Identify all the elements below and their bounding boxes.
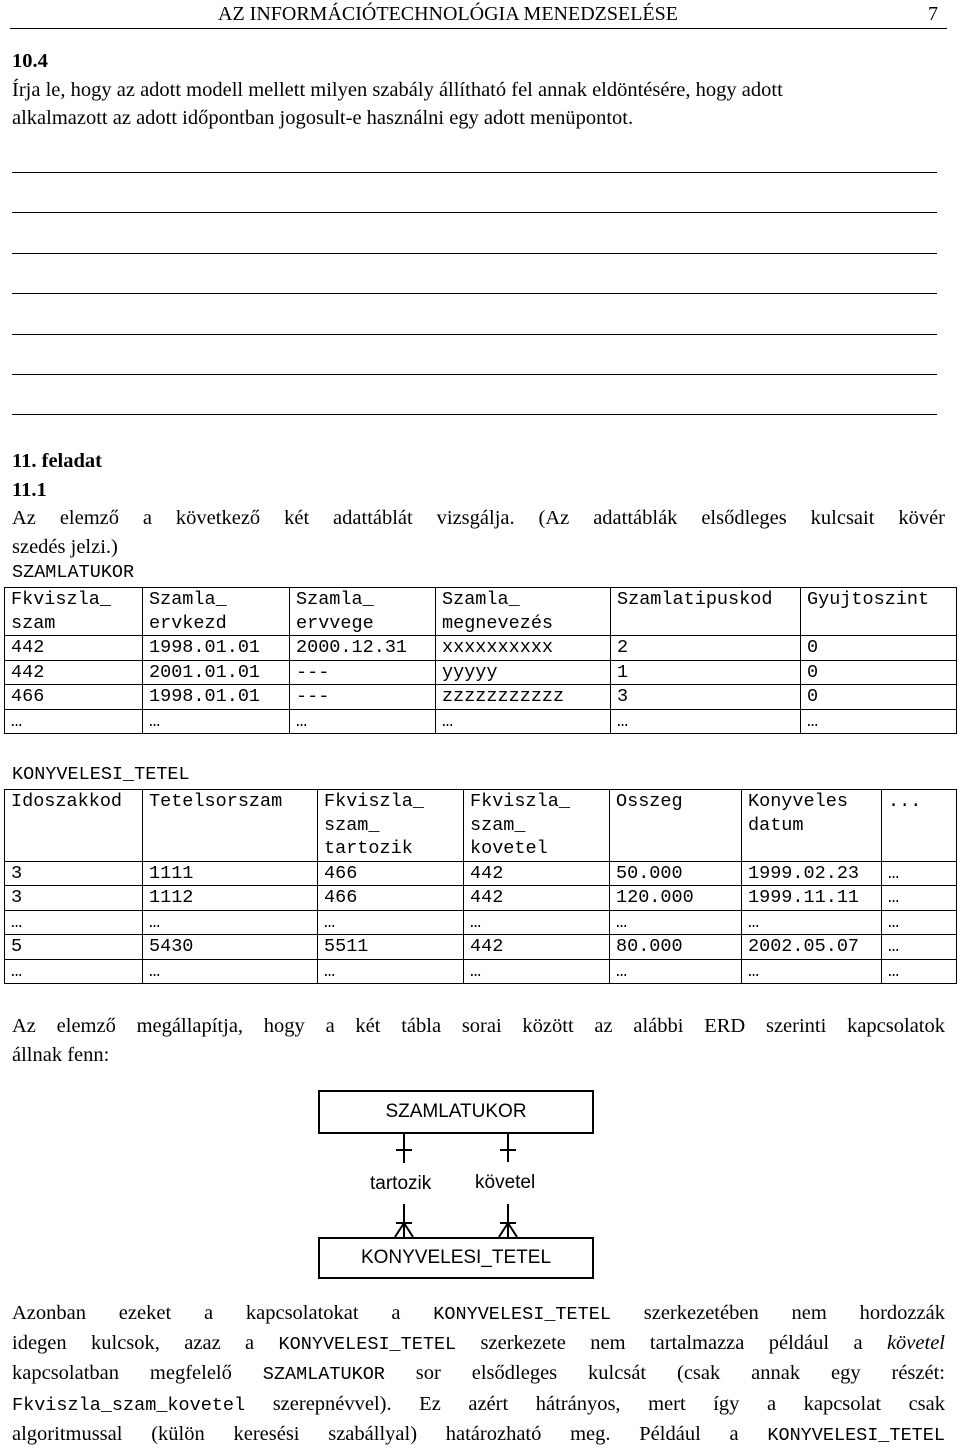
- table-cell: 2000.12.31: [290, 636, 436, 661]
- closing-text: Azonban ezeket a kapcsolatokat a: [12, 1302, 434, 1324]
- closing-text: algoritmussal (külön keresési szabállyal) határozható meg. Például a: [12, 1423, 768, 1445]
- table-cell: yyyyy: [436, 660, 611, 685]
- table-cell: …: [882, 861, 957, 886]
- table-cell: 1999.11.11: [742, 886, 882, 911]
- closing-emphasis: követel: [886, 1332, 945, 1354]
- column-header: Konyveles datum: [742, 790, 882, 862]
- closing-code: KONYVELESI_TETEL: [433, 1304, 611, 1325]
- table-cell: …: [318, 959, 464, 984]
- task-intro-line2: szedés jelzi.): [12, 536, 118, 558]
- page-number: 7: [928, 3, 938, 25]
- table-cell: …: [742, 959, 882, 984]
- closing-code: SZAMLATUKOR: [262, 1364, 385, 1385]
- table-cell: …: [5, 959, 143, 984]
- table-cell: 3: [5, 861, 143, 886]
- table-cell: …: [610, 910, 742, 935]
- closing-line-4: [12, 1390, 945, 1420]
- column-header: Szamla_ ervvege: [290, 588, 436, 636]
- table-cell: zzzzzzzzzzz: [436, 685, 611, 710]
- table-cell: 1112: [143, 886, 318, 911]
- table-cell: 442: [464, 886, 610, 911]
- table-cell: 442: [5, 660, 143, 685]
- table-cell: …: [143, 709, 290, 734]
- table-cell: 442: [464, 935, 610, 960]
- column-header: Szamla_ ervkezd: [143, 588, 290, 636]
- table-cell: 2002.05.07: [742, 935, 882, 960]
- question-text-line1: Írja le, hogy az adott modell mellett milyen szabály állítható fel annak eldöntésére, hogy adott: [12, 79, 783, 101]
- table-cell: 1998.01.01: [143, 685, 290, 710]
- table-cell: 1999.02.23: [742, 861, 882, 886]
- table-name-konyvelesi-tetel: KONYVELESI_TETEL: [12, 764, 190, 785]
- question-text-line2: alkalmazott az adott időpontban jogosult-e használni egy adott menüpontot.: [12, 107, 634, 129]
- erd-relation-tartozik: tartozik: [370, 1173, 432, 1194]
- table-cell: 1: [611, 660, 801, 685]
- table-cell: 466: [318, 886, 464, 911]
- table-cell: 120.000: [610, 886, 742, 911]
- table-cell: …: [882, 959, 957, 984]
- closing-text: sor elsődleges kulcsát (csak annak egy részét:: [384, 1362, 945, 1384]
- closing-code: KONYVELESI_TETEL: [278, 1334, 457, 1355]
- table-cell: 466: [5, 685, 143, 710]
- table-cell: 5430: [143, 935, 318, 960]
- task-intro-line1: Az elemző a következő két adattáblát vizsgálja. (Az adattáblák elsődleges kulcsait kövér: [12, 507, 945, 529]
- closing-line-2: [12, 1329, 945, 1359]
- table-cell: 80.000: [610, 935, 742, 960]
- erd-entity-szamlatukor-label: SZAMLATUKOR: [385, 1101, 527, 1122]
- erd-relation-kovetel: követel: [475, 1172, 536, 1193]
- erd-intro-line1: Az elemző megállapítja, hogy a két tábla sorai között az alábbi ERD szerinti kapcsolatok: [12, 1015, 945, 1037]
- column-header: Idoszakkod: [5, 790, 143, 862]
- table-cell: 2: [611, 636, 801, 661]
- table-cell: 0: [801, 636, 957, 661]
- table-cell: …: [610, 959, 742, 984]
- table-cell: …: [5, 910, 143, 935]
- table-cell: 3: [611, 685, 801, 710]
- closing-code: KONYVELESI_TETEL: [767, 1425, 945, 1446]
- table-cell: …: [464, 959, 610, 984]
- table-cell: …: [611, 709, 801, 734]
- closing-text: kapcsolatban megfelelő: [12, 1362, 263, 1384]
- table-cell: 0: [801, 685, 957, 710]
- closing-line-1: [12, 1299, 945, 1329]
- table-cell: ---: [290, 660, 436, 685]
- table-cell: 5: [5, 935, 143, 960]
- table-cell: 0: [801, 660, 957, 685]
- table-cell: …: [882, 886, 957, 911]
- table-cell: ---: [290, 685, 436, 710]
- column-header: Tetelsorszam: [143, 790, 318, 862]
- column-header: Osszeg: [610, 790, 742, 862]
- column-header: Fkviszla_ szam_ kovetel: [464, 790, 610, 862]
- task-subnumber: 11.1: [12, 479, 47, 501]
- column-header: Szamlatipuskod: [611, 588, 801, 636]
- table-cell: …: [882, 935, 957, 960]
- table-cell: …: [5, 709, 143, 734]
- table-cell: …: [143, 959, 318, 984]
- table-name-szamlatukor: SZAMLATUKOR: [12, 562, 135, 583]
- table-cell: …: [464, 910, 610, 935]
- erd-intro-line2: állnak fenn:: [12, 1044, 110, 1066]
- table-cell: …: [143, 910, 318, 935]
- table-cell: 1111: [143, 861, 318, 886]
- column-header: Fkviszla_ szam_ tartozik: [318, 790, 464, 862]
- closing-text: szerkezetében nem hordozzák: [610, 1302, 945, 1324]
- closing-line-3: [12, 1359, 945, 1389]
- column-header: Gyujtoszint: [801, 588, 957, 636]
- table-cell: 50.000: [610, 861, 742, 886]
- table-cell: …: [436, 709, 611, 734]
- table-cell: 3: [5, 886, 143, 911]
- table-cell: …: [318, 910, 464, 935]
- column-header: Fkviszla_ szam: [5, 588, 143, 636]
- table-cell: 466: [318, 861, 464, 886]
- table-cell: …: [882, 910, 957, 935]
- erd-entity-konyvelesi-tetel-label: KONYVELESI_TETEL: [360, 1247, 552, 1268]
- table-cell: 442: [464, 861, 610, 886]
- column-header: Szamla_ megnevezés: [436, 588, 611, 636]
- closing-text: szerepnévvel). Ez azért hátrányos, mert így a kapcsolat csak: [245, 1393, 945, 1415]
- table-cell: 5511: [318, 935, 464, 960]
- closing-text: szerkezete nem tartalmazza például a: [456, 1332, 887, 1354]
- table-cell: …: [742, 910, 882, 935]
- table-cell: 1998.01.01: [143, 636, 290, 661]
- closing-text: idegen kulcsok, azaz a: [12, 1332, 279, 1354]
- table-cell: 442: [5, 636, 143, 661]
- table-cell: …: [801, 709, 957, 734]
- running-header-title: AZ INFORMÁCIÓTECHNOLÓGIA MENEDZSELÉSE: [218, 3, 678, 25]
- table-cell: 2001.01.01: [143, 660, 290, 685]
- section-number-10-4: 10.4: [12, 50, 48, 72]
- closing-code: Fkviszla_szam_kovetel: [12, 1395, 246, 1416]
- table-cell: …: [290, 709, 436, 734]
- task-title: 11. feladat: [12, 450, 102, 472]
- table-cell: xxxxxxxxxx: [436, 636, 611, 661]
- column-header: ...: [882, 790, 957, 862]
- closing-line-5: [12, 1420, 945, 1450]
